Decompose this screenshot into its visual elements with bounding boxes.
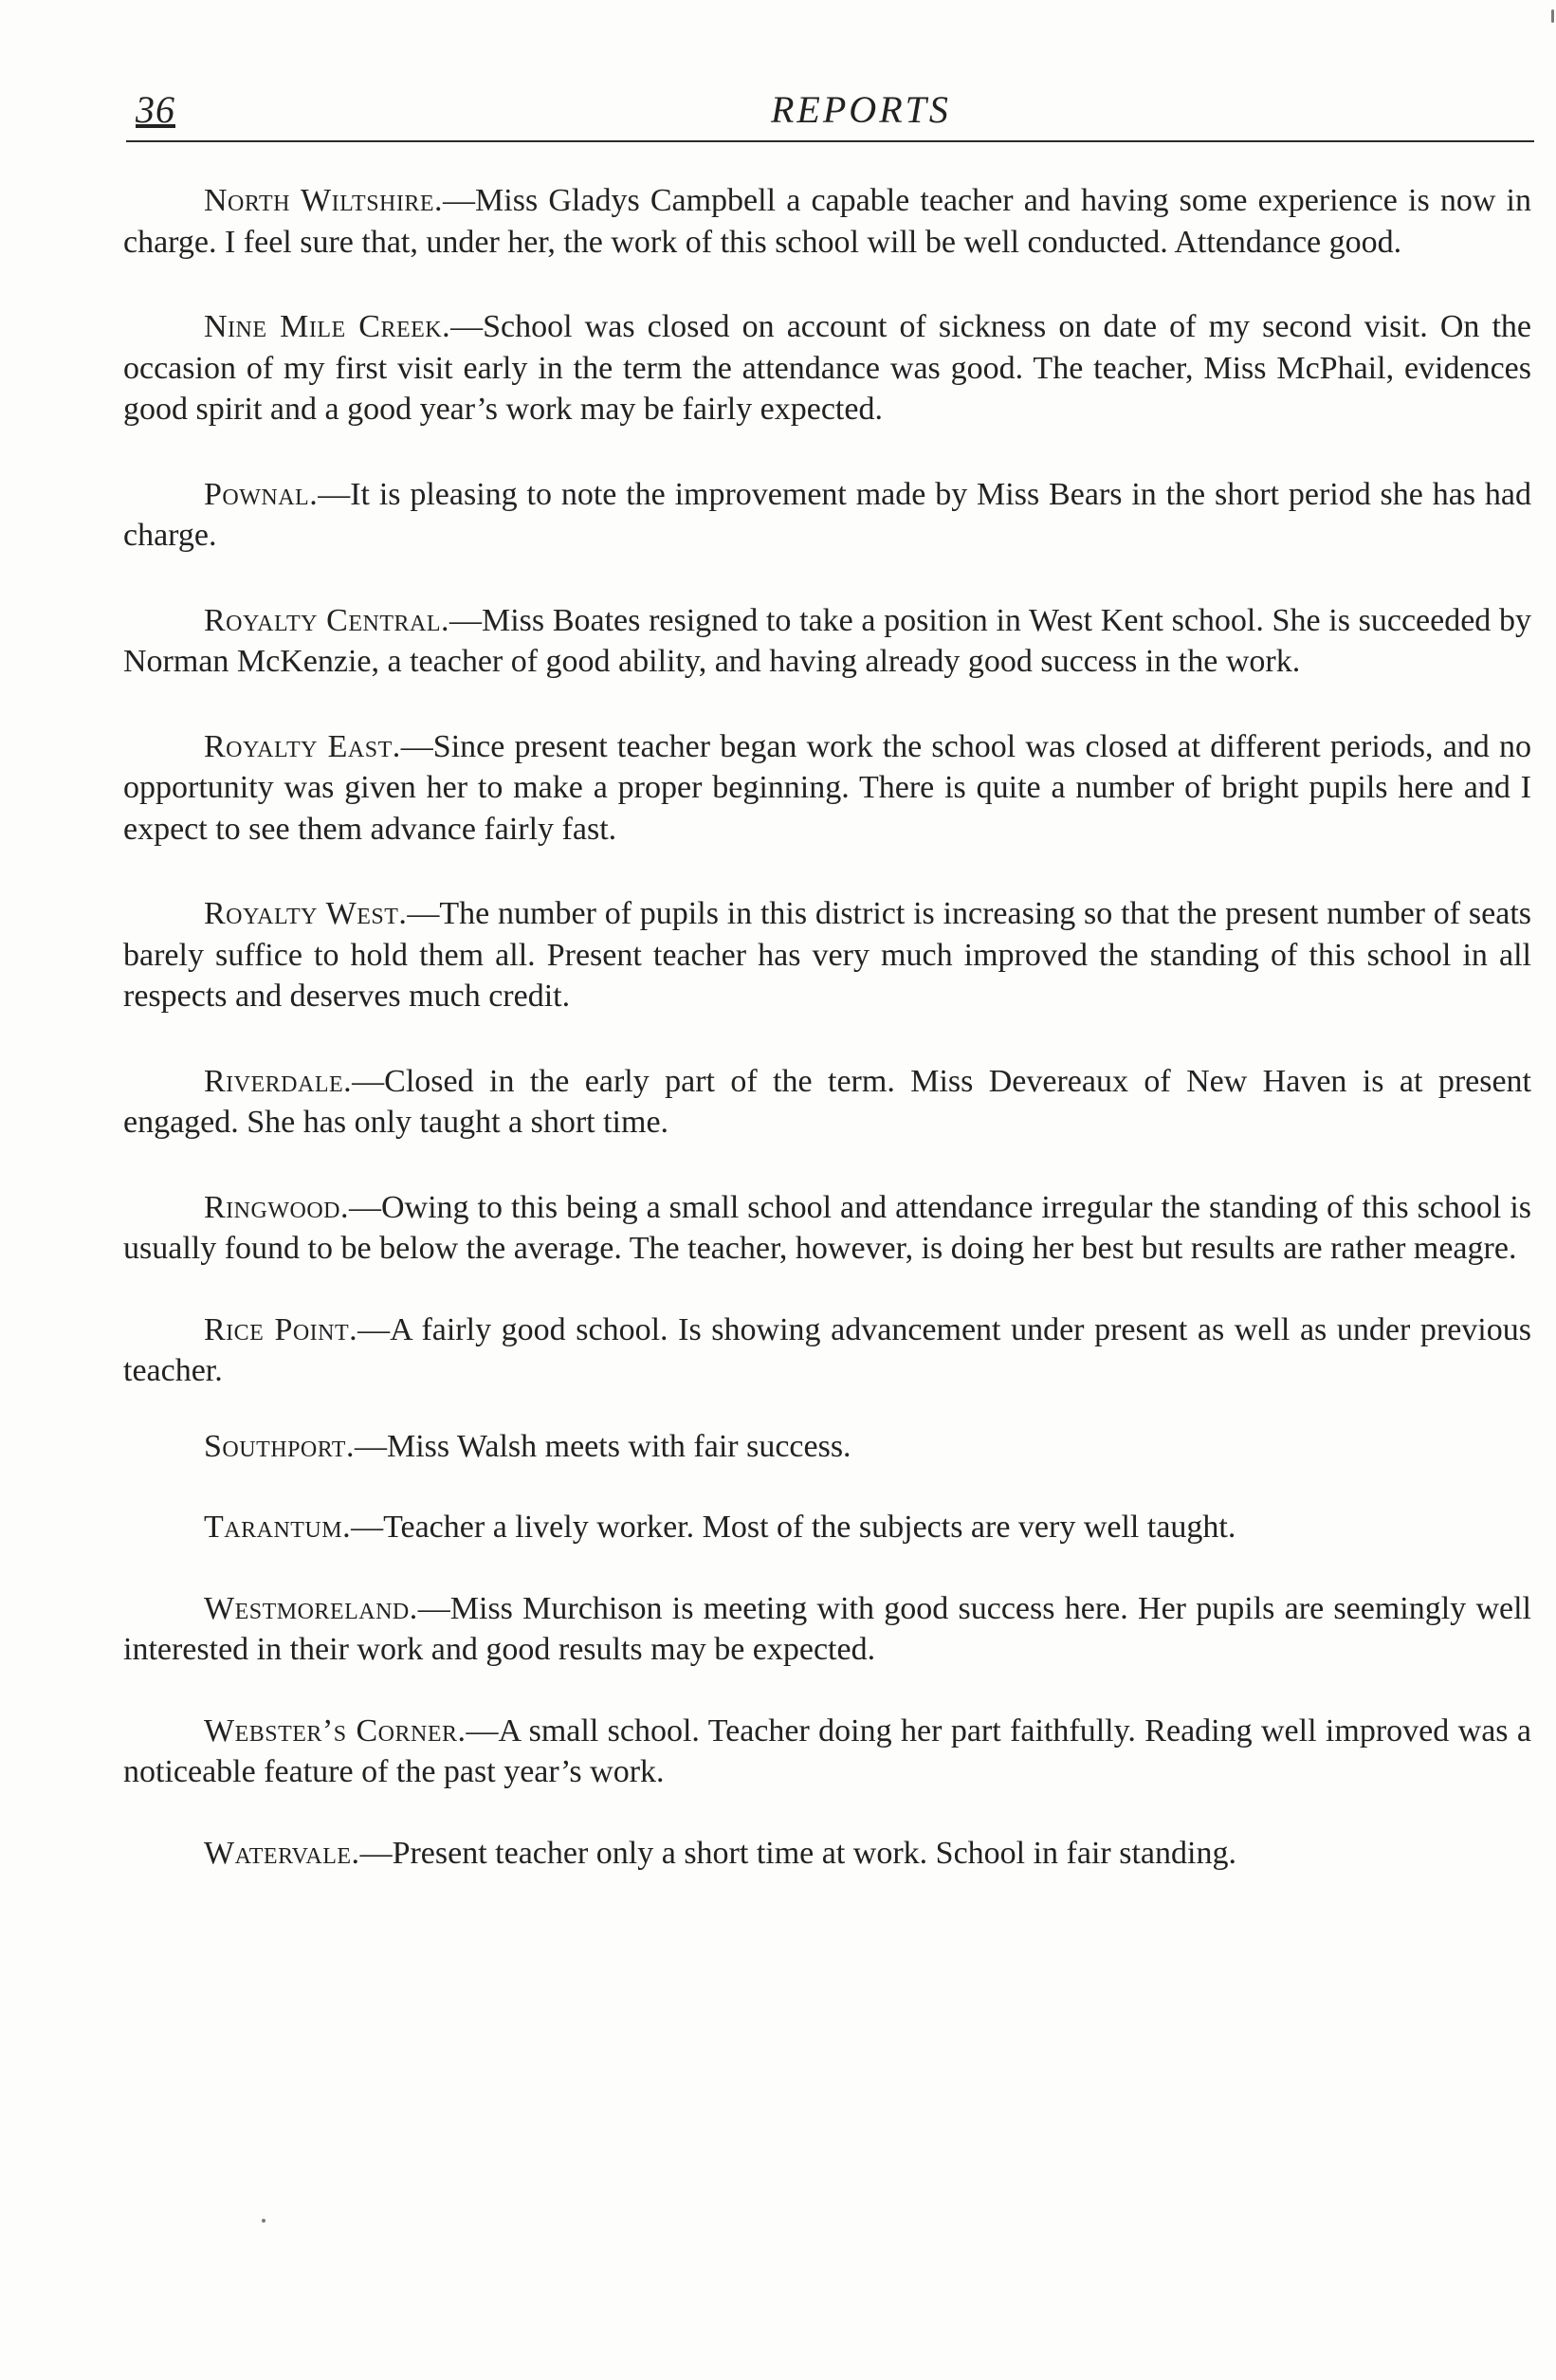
report-entry-westmoreland — [123, 1588, 1531, 1671]
district-name: Royalty Central. — [204, 602, 449, 638]
district-name: Rice Point. — [204, 1311, 358, 1347]
report-entry-tarantum — [123, 1507, 1531, 1548]
district-report: —A fairly good school. Is showing advancement under present as well as under previous teacher. — [123, 1311, 1531, 1388]
district-name: North Wiltshire. — [204, 183, 444, 218]
report-entry-southport — [123, 1426, 1531, 1468]
district-name: Southport. — [204, 1428, 355, 1464]
report-entry-nine-mile-creek — [123, 306, 1531, 430]
district-report: —Since present teacher began work the school was closed at different periods, and no opportunity was given her to make a proper beginning. There is quite a number of bright pupils here and I expect to see them advance fairly fast. — [123, 728, 1531, 847]
district-name: Webster’s Corner. — [204, 1712, 467, 1748]
district-report: —Miss Walsh meets with fair success. — [354, 1428, 851, 1464]
report-entry-pownal — [123, 474, 1531, 557]
report-entry-watervale — [123, 1833, 1531, 1875]
district-report: —Miss Murchison is meeting with good success here. Her pupils are seemingly well interested in their work and good results may be expected. — [123, 1590, 1531, 1667]
district-name: Westmoreland. — [204, 1590, 418, 1626]
running-head: REPORTS — [771, 88, 951, 131]
district-name: Royalty West. — [204, 896, 408, 931]
district-report: —The number of pupils in this district is increasing so that the present number of seats barely suffice to hold them all. Present teacher has very much improved the standing of this school in all respects and deserves much credit. — [123, 896, 1531, 1014]
report-entry-royalty-east — [123, 726, 1531, 851]
report-entry-north-wiltshire — [123, 180, 1531, 263]
report-entry-rice-point — [123, 1309, 1531, 1392]
report-body — [123, 180, 1531, 1874]
district-report: —It is pleasing to note the improvement made by Miss Bears in the short period she has had charge. — [123, 476, 1531, 553]
district-report: —Miss Boates resigned to take a position in West Kent school. She is succeeded by Norman McKenzie, a teacher of good ability, and having already good success in the work. — [123, 602, 1531, 679]
report-entry-royalty-central — [123, 600, 1531, 683]
district-report: —Present teacher only a short time at work. School in fair standing. — [359, 1835, 1236, 1871]
print-speck — [262, 2219, 265, 2223]
district-report: —Closed in the early part of the term. Miss Devereaux of New Haven is at present engaged. She has only taught a short time. — [123, 1063, 1531, 1140]
district-report: —Miss Gladys Campbell a capable teacher and having some experience is now in charge. I feel sure that, under her, the work of this school will be well conducted. Attendance good. — [123, 183, 1531, 260]
print-speck — [1551, 9, 1554, 23]
page-number: 36 — [136, 88, 175, 131]
report-entry-riverdale — [123, 1061, 1531, 1144]
district-name: Royalty East. — [204, 728, 401, 764]
report-entry-ringwood — [123, 1187, 1531, 1270]
district-name: Nine Mile Creek. — [204, 309, 451, 344]
district-name: Watervale. — [204, 1835, 360, 1871]
district-name: Tarantum. — [204, 1510, 352, 1545]
district-name: Ringwood. — [204, 1189, 349, 1225]
report-entry-royalty-west — [123, 893, 1531, 1017]
district-name: Riverdale. — [204, 1063, 353, 1099]
district-report: —Owing to this being a small school and attendance irregular the standing of this school is usually found to be below the average. The teacher, however, is doing her best but results are rather meagre. — [123, 1189, 1531, 1266]
district-report: —School was closed on account of sickness on date of my second visit. On the occasion of my first visit early in the term the attendance was good. The teacher, Miss McPhail, evidences good spirit and a good year’s work may be fairly expected. — [123, 309, 1532, 427]
district-report: —A small school. Teacher doing her part faithfully. Reading well improved was a noticeable feature of the past year’s work. — [123, 1712, 1531, 1789]
report-entry-websters-corner — [123, 1711, 1531, 1793]
page-header — [126, 87, 1534, 142]
district-report: —Teacher a lively worker. Most of the subjects are very well taught. — [351, 1510, 1236, 1545]
district-name: Pownal. — [204, 476, 319, 512]
